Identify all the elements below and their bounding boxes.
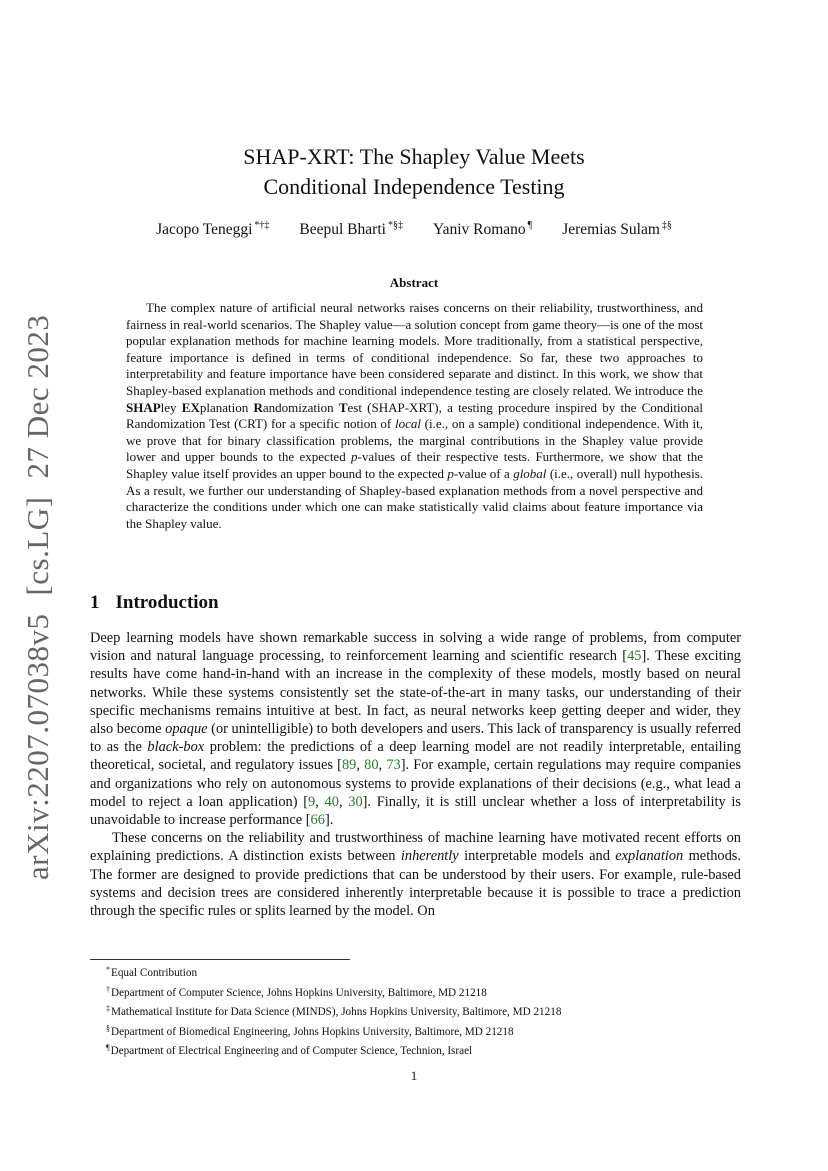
section-title: Introduction [115,592,219,613]
footnote: ¶Department of Electrical Engineering and of Computer Science, Technion, Israel [106,1043,473,1058]
author-name: Jeremias Sulam [562,221,660,238]
title-line-1: SHAP-XRT: The Shapley Value Meets [243,144,585,169]
footnote: §Department of Biomedical Engineering, Johns Hopkins University, Baltimore, MD 21218 [106,1023,514,1038]
footnote: *Equal Contribution [106,965,198,979]
author-affiliation-marks: ¶ [527,220,533,231]
body-text [90,629,741,920]
author-affiliation-marks: ‡§ [661,220,672,231]
author-name: Yaniv Romano [432,221,526,238]
abstract-heading: Abstract [389,275,439,290]
author-affiliation-marks: *§‡ [387,220,403,231]
author [433,220,532,239]
author [562,220,672,239]
author-name: Jacopo Teneggi [156,221,253,238]
abstract-text: The complex nature of artificial neural networks raises concerns on their reliability, trustworthiness, and fairness in real-world scenarios. The Shapley value—a solution concept from game theory—is one of the most popular explanation methods for machine learning models. More traditionally, from a statistical perspective, feature importance is defined in terms of conditional independence. So far, these two approaches to interpretability and feature importance have been considered separate and distinct. In this work, we show that Shapley-based explanation methods and conditional independence testing are closely related. We introduce the SHAPley EXplanation Randomization Test (SHAP-XRT), a testing procedure inspired by the Conditional Randomization Test (CRT) for a specific notion of local (i.e., on a sample) conditional independence. With it, we prove that for binary classification problems, the marginal contributions in the Shapley value provide lower and upper bounds to the expected p-values of their respective tests. Furthermore, we show that the Shapley value itself provides an upper bound to the expected p-value of a global (i.e., overall) null hypothesis. As a result, we further our understanding of Shapley-based explanation methods from a novel perspective and characterize the conditions under which one can make statistically valid claims about feature importance via the Shapley value. [126,300,704,531]
citation-link[interactable]: 9 [308,793,316,810]
paragraph: Deep learning models have shown remarkable success in solving a wide range of problems, from computer vision and natural language processing, to reinforcement learning and scientific research [45]. These exciting results have come hand-in-hand with an increase in the complexity of these models, mostly based on neural networks. While these systems consistently set the state-of-the-art in many tasks, our understanding of their specific mechanisms remains intuitive at best. In fact, as neural networks keep getting deeper and wider, they also become opaque (or unintelligible) to both developers and users. This lack of transparency is usually referred to as the black-box problem: the predictions of a deep learning model are not readily interpretable, entailing theoretical, societal, and regulatory issues [89, 80, 73]. For example, certain regulations may require companies and organizations who rely on autonomous systems to provide explanations of their decisions (e.g., what lead a model to reject a loan application) [9, 40, 30]. Finally, it is still unclear whether a loss of interpretability is unavoidable to increase performance [66]. [90,630,742,829]
section-heading [90,592,219,614]
citation-link[interactable]: 45 [627,648,642,665]
citation-link[interactable]: 40 [324,793,339,810]
paper-title [90,142,738,202]
footnotes [90,962,741,1060]
author-affiliation-marks: *†‡ [254,220,270,231]
citation-link[interactable]: 89 [341,757,357,774]
page-number: 1 [410,1068,418,1083]
arxiv-date: 27 Dec 2023 [20,314,55,479]
arxiv-category: [cs.LG] [20,496,55,596]
citation-link[interactable]: 30 [348,793,363,810]
footnote: †Department of Computer Science, Johns Hopkins University, Baltimore, MD 21218 [106,984,487,999]
author [156,220,269,239]
paragraph: These concerns on the reliability and trustworthiness of machine learning have motivated recent efforts on explaining predictions. A distinction exists between inherently interpretable models and explanation methods. The former are designed to provide predictions that can be understood by their users. For example, rule-based systems and decision trees are considered inherently interpretable because it is possible to trace a prediction through the specific rules or splits learned by the model. On [90,830,741,920]
citation-link[interactable]: 80 [364,757,379,774]
author [299,220,403,239]
section-number: 1 [90,592,100,613]
arxiv-stamp [18,314,58,880]
title-line-2: Conditional Independence Testing [263,174,565,199]
footnote-rule [90,959,350,960]
citation-link[interactable]: 73 [386,757,401,774]
citation-link[interactable]: 66 [310,812,325,829]
author-list [90,220,738,239]
arxiv-id: arXiv:2207.07038v5 [20,613,55,880]
author-name: Beepul Bharti [299,221,386,238]
footnote: ‡Mathematical Institute for Data Science (MINDS), Johns Hopkins University, Baltimore, MD 21218 [106,1004,562,1019]
